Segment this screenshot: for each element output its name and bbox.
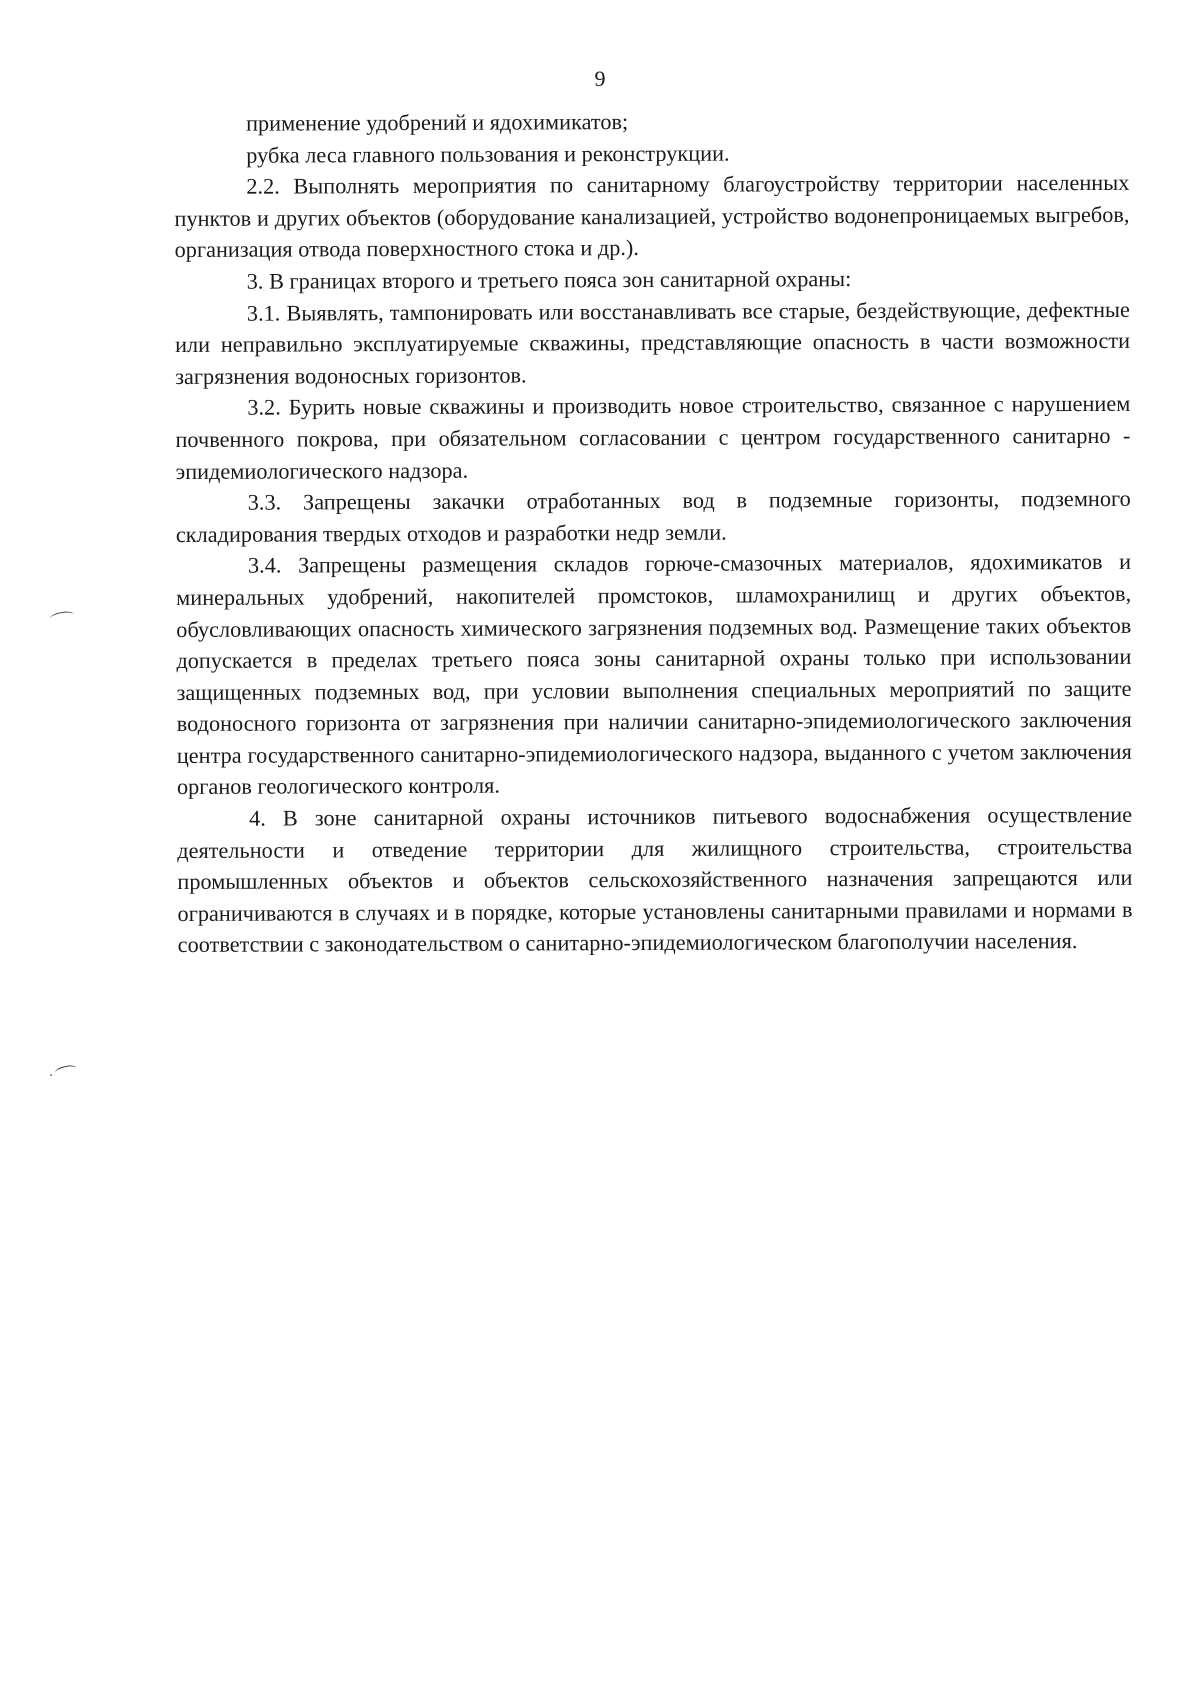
paragraph-3-3: 3.3. Запрещены закачки отработанных вод в подземные горизонты, подземного складирования твердых отходов и разработки недр земли. [175,485,1131,547]
paragraph-2-2: 2.2. Выполнять мероприятия по санитарному благоустройству территории населенных пунктов и других объектов (оборудование канализацией, устройство водонепроницаемых выгребов, организация отвода поверхностного стока и др.). [174,170,1130,263]
hole-punch-mark [49,610,74,623]
hole-punch-mark [54,1064,77,1077]
scan-speck [50,1074,52,1076]
paragraph-3-2: 3.2. Бурить новые скважины и производить новое строительство, связанное с нарушением почвенного покрова, при обязательном согласовании с центром государственного санитарно - эпидемиологического надзора. [175,391,1131,484]
paragraph-1: применение удобрений и ядохимикатов; [246,109,629,136]
document-body [174,104,1133,961]
paragraph-2: рубка леса главного пользования и реконструкции. [246,140,730,168]
paragraph-3: 3. В границах второго и третьего пояса зон санитарной охраны: [246,266,852,294]
page-number: 9 [594,66,606,91]
paragraph-3-1: 3.1. Выявлять, тампонировать или восстанавливать все старые, бездействующие, дефектные или неправильно эксплуатируемые скважины, представляющие опасность в части возможности загрязнения водоносных горизонтов. [174,296,1131,389]
paragraph-3-4: 3.4. Запрещены размещения складов горюче-смазочных материалов, ядохимикатов и минеральных удобрений, накопителей промстоков, шламохранилищ и других объектов, обусловливающих опасность химического загрязнения подземных вод. Размещение таких объектов допускается в пределах третьего пояса зоны санитарной охраны только при использовании защищенных подземных вод, при условии выполнения специальных мероприятий по защите водоносного горизонта от загрязнения при наличии санитарно-эпидемиологического заключения центра государственного санитарно-эпидемиологического надзора, выданного с учетом заключения органов геологического контроля. [176,549,1132,800]
paragraph-4: 4. В зоне санитарной охраны источников питьевого водоснабжения осуществление деятельности и отведение территории для жилищного строительства, строительства промышленных объектов и объектов сельскохозяйственного назначения запрещаются или ограничиваются в случаях и в порядке, которые установлены санитарными правилами и нормами в соответствии с законодательством о санитарно-эпидемиологическом благополучии населения. [177,801,1133,958]
